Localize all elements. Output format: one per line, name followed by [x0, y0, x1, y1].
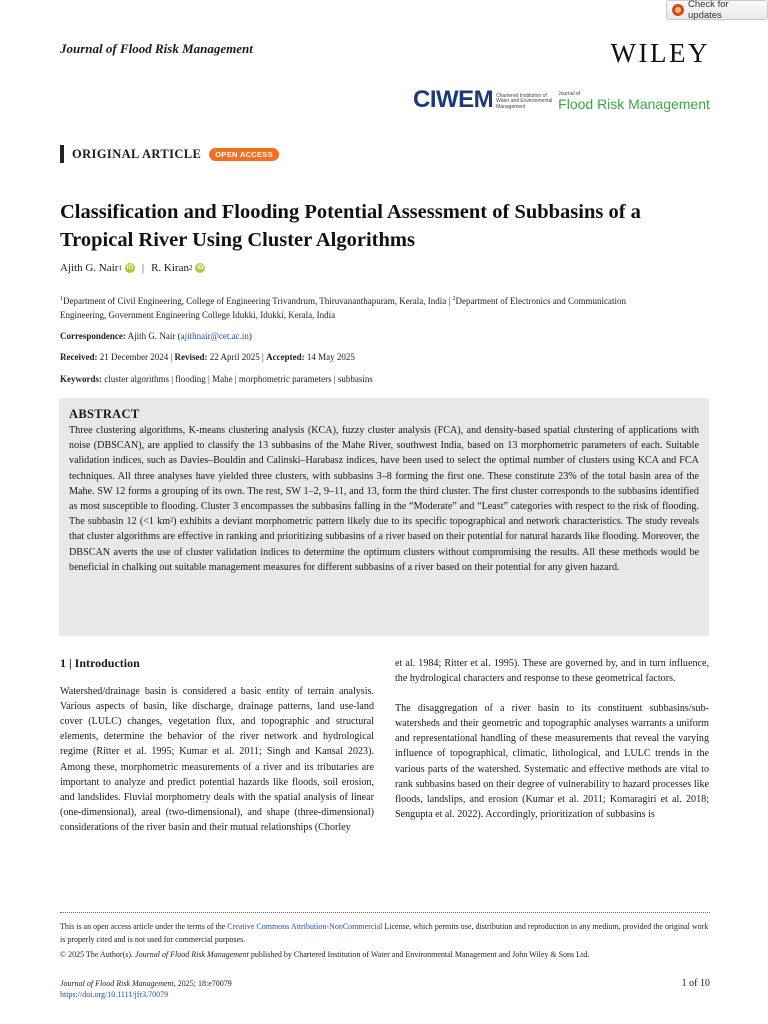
- author-affil-sup: 2: [188, 264, 193, 272]
- article-title: Classification and Flooding Potential Assessment of Subbasins of a Tropical River Using Cluster Algorithms: [60, 201, 641, 251]
- page-number: 1 of 10: [681, 978, 710, 989]
- journal-logo-name: Flood Risk Management: [558, 96, 710, 112]
- orcid-icon[interactable]: iD: [126, 264, 134, 271]
- keywords: [60, 374, 373, 384]
- license-note: [60, 921, 715, 946]
- accepted-label: Accepted:: [266, 352, 305, 362]
- author-name[interactable]: R. Kiran: [151, 262, 189, 274]
- article-type-row: [60, 145, 279, 163]
- author-list: [60, 262, 205, 274]
- keywords-label: Keywords:: [60, 374, 102, 384]
- doi-link[interactable]: https://doi.org/10.1111/jfr3.70079: [60, 990, 169, 999]
- copyright-text: published by Chartered Institution of Water and Environmental Management and John Wiley & Sons Ltd.: [248, 950, 590, 959]
- copyright-text: © 2025 The Author(s).: [60, 950, 136, 959]
- accepted-date: 14 May 2025: [306, 352, 355, 362]
- copyright-journal: Journal of Flood Risk Management: [135, 950, 249, 959]
- received-label: Received:: [60, 352, 98, 362]
- date-separator: |: [262, 352, 267, 362]
- check-for-updates-label: Check for updates: [688, 0, 729, 21]
- left-column: [60, 656, 374, 850]
- citation-volume: , 2025; 18:e70079: [173, 979, 232, 988]
- journal-of-label: Journal of: [558, 91, 581, 97]
- journal-name: Journal of Flood Risk Management: [60, 41, 253, 56]
- right-column: [395, 656, 709, 837]
- check-for-updates-button[interactable]: [666, 0, 768, 20]
- affiliation-1: Department of Civil Engineering, College of Engineering Trivandrum, Thiruvananthapuram, Kerala, India: [63, 296, 447, 306]
- license-text: This is an open access article under the terms of the: [60, 922, 228, 931]
- affiliation-separator: |: [448, 296, 453, 306]
- crossmark-icon: [672, 4, 684, 16]
- article-type-bar: [60, 145, 64, 163]
- correspondence-email-link[interactable]: ajithnair@cet.ac.in: [180, 331, 249, 341]
- abstract-box: [59, 398, 709, 636]
- correspondence: Correspondence: Ajith G. Nair (ajithnair@cet.ac.in): [60, 331, 252, 341]
- affiliation-2: Department of Electronics and Communication Engineering, Government Engineering College Idukki, Idukki, Kerala, India: [60, 296, 626, 320]
- ciwem-wordmark: CIWEM: [413, 86, 494, 113]
- date-separator: |: [170, 352, 175, 362]
- ciwem-subtitle: Chartered Institution of Water and Environmental Management: [496, 92, 553, 110]
- citation-footer: [60, 978, 232, 1000]
- citation-journal: Journal of Flood Risk Management: [60, 979, 174, 988]
- orcid-icon[interactable]: iD: [197, 264, 204, 271]
- footnote-divider: [60, 912, 710, 913]
- wiley-logo: WILEY: [610, 38, 710, 68]
- author-affil-sup: 1: [118, 264, 122, 272]
- intro-paragraph: et al. 1984; Ritter et al. 1995). These are governed by, and in turn influence, the hydrological characters and response to these geometrical factors.: [395, 658, 709, 685]
- journal-logo: [558, 91, 710, 112]
- keywords-list: cluster algorithms | flooding | Mahe | morphometric parameters | subbasins: [104, 374, 373, 384]
- abstract-heading: ABSTRACT: [69, 407, 140, 421]
- license-text: License, which permits use, distribution and reproduction in any medium, provided the original work is properly cited and is not used for commercial purposes.: [60, 922, 709, 944]
- correspondence-label: Correspondence:: [60, 331, 126, 341]
- intro-paragraph: Watershed/drainage basin is considered a basic entity of terrain analysis. Various aspects of basin, like discharge, drainage patterns, land use-land cover (LULC) changes, vegetation flux, and topographic and structural elements, determine the behavior of the river network and hydrological regime (Ritter et al. 1995; Kumar et al. 2011; Singh and Kansal 2023). Among these, morphometric measurements of a river and its tributaries are important to analyze and predict potential hazards like floods, soil erosion, and landslides. Fluvial morphometry deals with the spatial analysis of linear (one-dimensional), areal (two-dimensional), and shape (three-dimensional) considerations of the river basin and their mutual relationships (Chorley: [60, 686, 374, 833]
- affiliations: [60, 292, 660, 322]
- revised-label: Revised:: [174, 352, 208, 362]
- revised-date: 22 April 2025: [209, 352, 260, 362]
- open-access-badge: OPEN ACCESS: [209, 148, 279, 161]
- affiliation-sup: 2: [452, 296, 456, 302]
- article-dates: [60, 352, 355, 362]
- intro-paragraph: The disaggregation of a river basin to its constituent subbasins/sub-watersheds and their geometric and topographic analyses warrants a uniform and representational handling of these measurements that reveal the varying influence of topographical, climatic, lithological, and LULC trends in the various parts of the watershed. Systematic and effective methods are vital to rank subbasins based on their degree of vulnerability to hazard processes like floods, landslips, and erosion (Kumar et al. 2011; Komaragiri et al. 2018; Sengupta et al. 2022). Accordingly, prioritization of subbasins is: [395, 703, 709, 820]
- author-name[interactable]: Ajith G. Nair: [60, 262, 119, 274]
- license-link[interactable]: Creative Commons Attribution-NonCommercial: [227, 922, 383, 931]
- author-separator: |: [141, 262, 145, 274]
- correspondence-name: Ajith G. Nair: [127, 331, 176, 341]
- copyright-note: [60, 949, 715, 962]
- abstract-text: Three clustering algorithms, K-means clustering analysis (KCA), fuzzy cluster analysis (FCA), and density-based spatial clustering of applications with noise (DBSCAN), are applied to classify the 13 subbasins of the Mahe River, southwest India, based on 13 morphometric parameters of each. Suitable validation indices, such as Davies–Bouldin and Calinski–Harabasz indices, have been used to select the optimal number of clusters using KCA and FCA techniques. All three analyses have yielded three clusters, with subbasins 3–8 forming the first one. These constitute 23% of the total basin area of the Mahe. SW 12 forms a grouping of its own. The rest, SW 1–2, 9–11, and 13, form the third cluster. The first cluster corresponds to the subbasins identified as most susceptible to flooding. Cluster 3 encompasses the subbasins falling in the “Moderate” and “Least” categories with respect to the risk of flooding. The subbasin 12 (<1 km²) exhibits a deviant morphometric pattern likely due to its specific topographical and network characteristics. The study reveals that cluster algorithms are effective in ranking and prioritizing subbasins of a river based on their potential for natural hazards like flooding. Moreover, the DBSCAN averts the use of cluster validation indices to determine the optimum clusters without compromising the results. All these methods would be beneficial in chalking out suitable management measures for different subbasins of a river based on their potential for any given hazard.: [69, 425, 699, 573]
- ciwem-logo: [413, 86, 710, 112]
- section-heading-introduction: 1 | Introduction: [60, 656, 140, 670]
- affiliation-sup: 1: [60, 296, 63, 302]
- received-date: 21 December 2024: [99, 352, 169, 362]
- article-type: ORIGINAL ARTICLE: [72, 146, 202, 161]
